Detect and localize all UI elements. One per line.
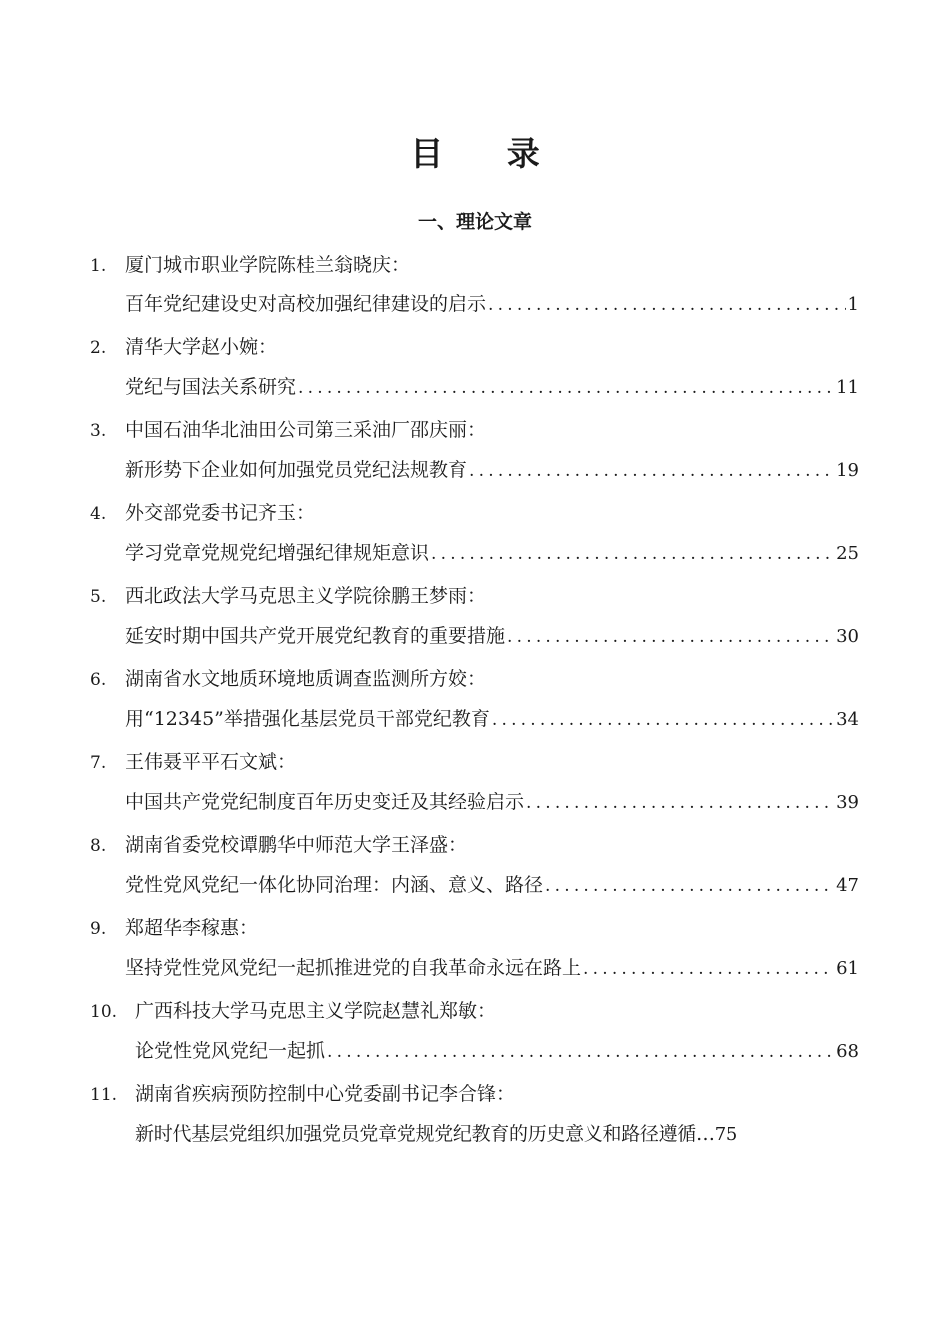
entry-title: 百年党纪建设史对高校加强纪律建设的启示 [125, 293, 487, 315]
entry-page-number: 1 [847, 294, 859, 315]
entry-number: 11. [90, 1085, 118, 1105]
entry-author: 湖南省委党校谭鹏华中师范大学王泽盛： [125, 834, 468, 856]
entry-page-number: 68 [836, 1041, 859, 1062]
toc-entry-author [90, 416, 486, 445]
entry-title: 坚持党性党风党纪一起抓推进党的自我革命永远在路上 [125, 957, 582, 979]
toc-entry-author [90, 748, 296, 777]
toc-entry-title[interactable] [135, 1120, 849, 1149]
toc-entry-title[interactable] [125, 622, 859, 651]
entry-author: 湖南省疾病预防控制中心党委副书记李合锋： [135, 1083, 516, 1105]
toc-entry-title[interactable] [125, 456, 859, 485]
entry-number: 4. [90, 504, 107, 524]
toc-entry-author [90, 251, 410, 280]
entry-page-number: 75 [714, 1124, 738, 1145]
toc-entry-author [90, 582, 486, 611]
entry-title: 党性党风党纪一体化协同治理：内涵、意义、路径 [125, 874, 544, 896]
entry-title: 中国共产党党纪制度百年历史变迁及其经验启示 [125, 791, 525, 813]
dot-leader [298, 374, 834, 402]
toc-entry-title[interactable] [125, 705, 859, 734]
toc-entry-author [90, 997, 496, 1026]
dot-leader [507, 623, 834, 651]
entry-author: 西北政法大学马克思主义学院徐鹏王梦雨： [125, 585, 487, 607]
dot-leader [492, 706, 834, 734]
toc-entry-title[interactable] [135, 1037, 859, 1066]
toc-entry-title[interactable] [125, 290, 859, 319]
toc-entry-author [90, 665, 486, 694]
entry-author: 外交部党委书记齐玉： [125, 502, 316, 524]
dot-leader [583, 955, 834, 983]
toc-entry-title[interactable] [125, 539, 859, 568]
toc-entry-author [90, 1080, 515, 1109]
entry-title: 延安时期中国共产党开展党纪教育的重要措施 [125, 625, 506, 647]
entry-page-number: 30 [836, 626, 859, 647]
entry-number: 9. [90, 919, 107, 939]
dot-leader [327, 1038, 834, 1066]
entry-page-number: 11 [836, 377, 859, 398]
entry-title: 学习党章党规党纪增强纪律规矩意识 [125, 542, 430, 564]
entry-author: 清华大学赵小婉： [125, 336, 278, 358]
entry-title: 用“12345”举措强化基层党员干部党纪教育 [125, 708, 490, 730]
entry-number: 3. [90, 421, 107, 441]
dot-leader [488, 291, 846, 319]
toc-entry-author [90, 831, 467, 860]
toc-entry-author [90, 333, 277, 362]
toc-entry-title[interactable] [125, 373, 859, 402]
entry-number: 2. [90, 338, 107, 358]
entry-author: 郑超华李稼惠： [125, 917, 259, 939]
entry-page-number: 61 [836, 958, 859, 979]
toc-entry-author [90, 499, 315, 528]
entry-number: 8. [90, 836, 107, 856]
entry-number: 7. [90, 753, 107, 773]
entry-author: 中国石油华北油田公司第三采油厂邵庆丽： [125, 419, 487, 441]
entry-page-number: 19 [836, 460, 859, 481]
dot-leader [469, 457, 834, 485]
entry-page-number: 34 [836, 709, 859, 730]
entry-number: 5. [90, 587, 107, 607]
entry-number: 10. [90, 1002, 118, 1022]
page-title: 目 录 [410, 134, 566, 173]
entry-number: 1. [90, 256, 107, 276]
entry-author: 厦门城市职业学院陈桂兰翁晓庆： [125, 254, 411, 276]
entry-title: 党纪与国法关系研究 [125, 376, 297, 398]
toc-entry-title[interactable] [125, 871, 859, 900]
dot-leader [526, 789, 834, 817]
entry-author: 王伟聂平平石文斌： [125, 751, 297, 773]
toc-entry-author [90, 914, 258, 943]
entry-author: 广西科技大学马克思主义学院赵慧礼郑敏： [135, 1000, 497, 1022]
entry-title: 新形势下企业如何加强党员党纪法规教育 [125, 459, 468, 481]
ellipsis: … [696, 1123, 715, 1145]
entry-title: 新时代基层党组织加强党员党章党规党纪教育的历史意义和路径遵循 [135, 1123, 697, 1145]
dot-leader [431, 540, 834, 568]
entry-page-number: 39 [836, 792, 859, 813]
toc-entry-title[interactable] [125, 788, 859, 817]
entry-title: 论党性党风党纪一起抓 [135, 1040, 326, 1062]
toc-entry-title[interactable] [125, 954, 859, 983]
dot-leader [545, 872, 834, 900]
section-heading: 一、理论文章 [417, 211, 532, 233]
entry-page-number: 47 [836, 875, 859, 896]
entry-page-number: 25 [836, 543, 859, 564]
entry-author: 湖南省水文地质环境地质调查监测所方姣： [125, 668, 487, 690]
entry-number: 6. [90, 670, 107, 690]
